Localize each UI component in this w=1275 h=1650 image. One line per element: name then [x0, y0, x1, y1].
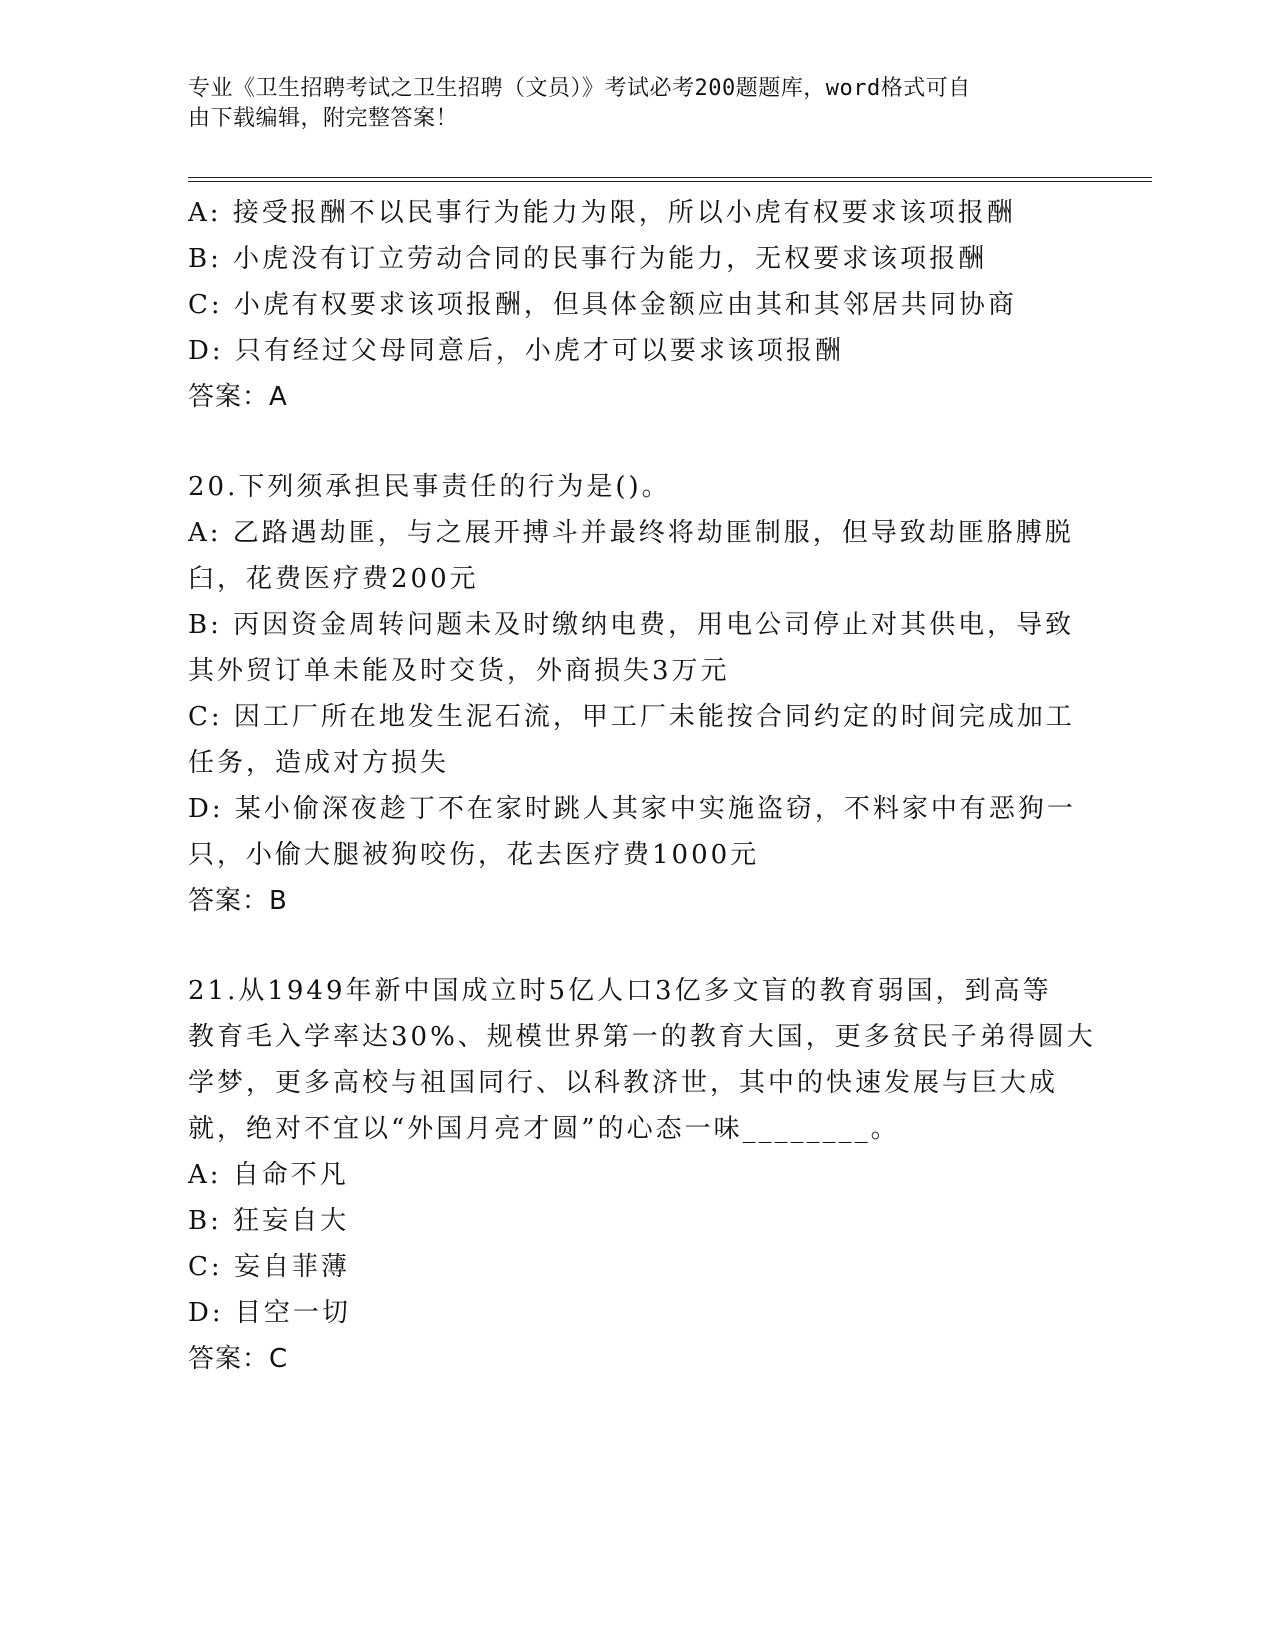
- option-line: 只，小偷大腿被狗咬伤，花去医疗费1000元: [188, 840, 760, 870]
- option-b: B: 小虎没有订立劳动合同的民事行为能力，无权要求该项报酬: [188, 244, 988, 274]
- header-line: 专业《卫生招聘考试之卫生招聘（文员）》考试必考200题题库，word格式可自: [188, 76, 971, 101]
- option-line: C: 因工厂所在地发生泥石流，甲工厂未能按合同约定的时间完成加工: [188, 702, 1075, 732]
- question-text: [188, 968, 1096, 1152]
- answer-line: 答案：C: [188, 1344, 289, 1374]
- option-a: A: 自命不凡: [188, 1160, 349, 1190]
- question-text: 20.下列须承担民事责任的行为是()。: [188, 472, 671, 502]
- question-line: 21.从1949年新中国成立时5亿人口3亿多文盲的教育弱国，到高等: [188, 976, 1052, 1006]
- option-line: 其外贸订单未能及时交货，外商损失3万元: [188, 656, 730, 686]
- option-line: 臼，花费医疗费200元: [188, 564, 479, 594]
- option-c: [188, 694, 1088, 786]
- answer-line: 答案：A: [188, 382, 288, 412]
- question-line: 就，绝对不宜以“外国月亮才圆”的心态一味________。: [188, 1114, 900, 1144]
- option-b: [188, 602, 1088, 694]
- question-19: [188, 190, 1088, 420]
- option-d: D: 目空一切: [188, 1298, 351, 1328]
- answer-line: 答案：B: [188, 886, 288, 916]
- option-line: D: 某小偷深夜趁丁不在家时跳人其家中实施盗窃，不料家中有恶狗一: [188, 794, 1076, 824]
- option-a: [188, 510, 1088, 602]
- option-d: [188, 786, 1088, 878]
- option-c: C: 妄自菲薄: [188, 1252, 350, 1282]
- question-line: 学梦，更多高校与祖国同行、以科教济世，其中的快速发展与巨大成: [188, 1068, 1059, 1098]
- option-b: B: 狂妄自大: [188, 1206, 350, 1236]
- question-line: 教育毛入学率达30%、规模世界第一的教育大国，更多贫民子弟得圆大: [188, 1022, 1096, 1052]
- option-c: C: 小虎有权要求该项报酬，但具体金额应由其和其邻居共同协商: [188, 290, 1017, 320]
- header-line: 由下载编辑，附完整答案！: [188, 106, 459, 131]
- spacer: [188, 420, 1088, 464]
- option-line: 任务，造成对方损失: [188, 748, 450, 778]
- header-divider: [188, 177, 1152, 178]
- question-21: [188, 968, 1096, 1382]
- page-header: [188, 74, 1088, 134]
- spacer: [188, 924, 1088, 968]
- header-divider: [188, 181, 1152, 182]
- option-d: D: 只有经过父母同意后，小虎才可以要求该项报酬: [188, 336, 844, 366]
- option-line: B: 丙因资金周转问题未及时缴纳电费，用电公司停止对其供电，导致: [188, 610, 1075, 640]
- option-line: A: 乙路遇劫匪，与之展开搏斗并最终将劫匪制服，但导致劫匪胳膊脱: [188, 518, 1074, 548]
- question-list: [188, 190, 1096, 1382]
- question-20: [188, 464, 1088, 924]
- option-a: A: 接受报酬不以民事行为能力为限，所以小虎有权要求该项报酬: [188, 198, 1016, 228]
